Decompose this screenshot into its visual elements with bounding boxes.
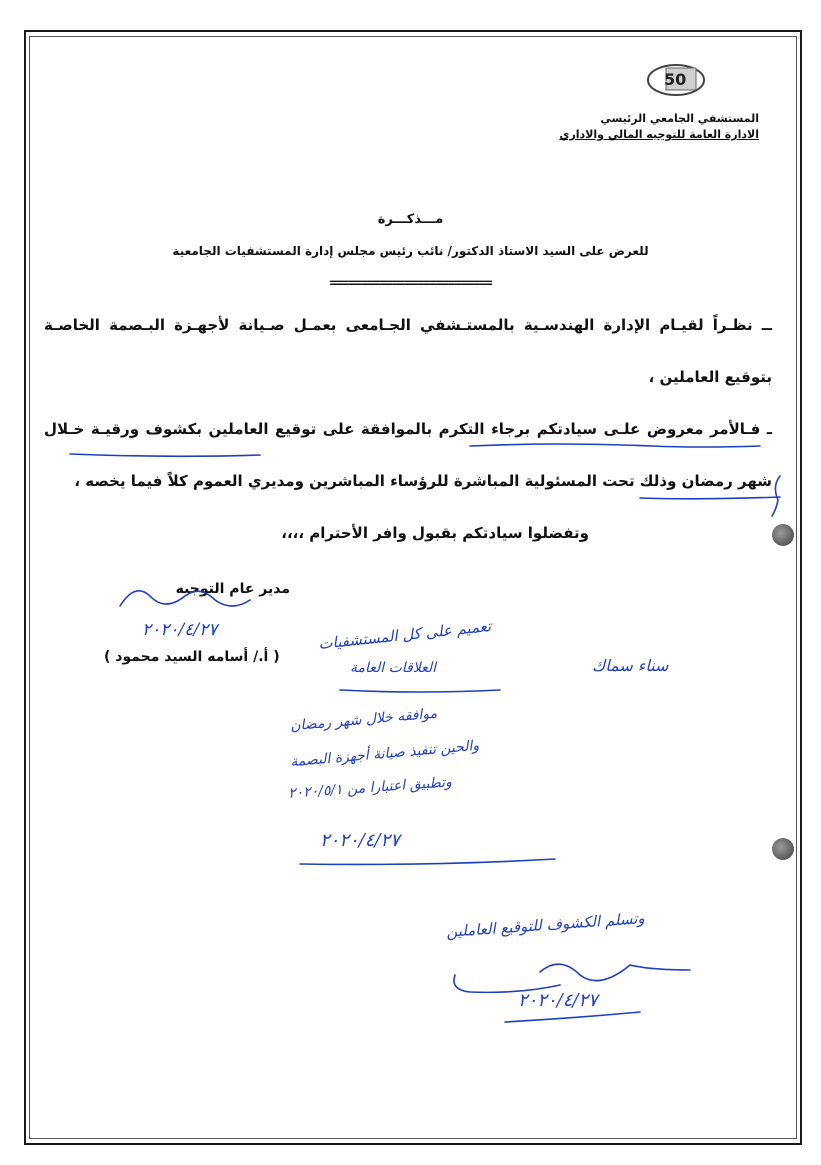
separator-line: ========================== [329,276,492,290]
memo-subtitle: للعرض على السيد الاستاذ الدكتور/ نائب رئيس مجلس إدارة المستشفيات الجامعية [172,244,649,258]
handwritten-note-2: سناء سماك [592,656,669,675]
handwritten-note-3-line-1: موافقه خلال شهر رمضان [289,705,438,735]
handwritten-note-3-line-2: والحين تنفيذ صيانة أجهزة البصمة [289,737,480,771]
signatory-title: مدير عام التوجيه [175,581,290,597]
handwritten-note-4: وتسلم الكشوف للتوقيع العاملين [445,909,646,941]
paragraph-1-line-2: بتوقيع العاملين ، [648,368,772,386]
underline-p2-right [470,444,760,447]
memo-title: مـــذكـــرة [377,212,444,227]
paragraph-2-line-1: ـ فـالأمر معروض علـى سيادتكم برجاء التكرم بالموافقة على توقيع العاملين بكشوف ورقيـة خـلال [44,420,772,438]
hospital-name: المستشفي الجامعي الرئيسي [600,112,759,125]
paragraph-1-line-1: ــ نظـراً لقيـام الإدارة الهندسـية بالمستـشفي الجـامعى بعمـل صـيانة لأجهـزة البـصمة الخاصـة [44,316,772,334]
binder-hole-top [772,524,794,546]
handwritten-date-3: ٢٠٢٠/٤/٢٧ [518,990,598,1011]
department-name: الادارة العامة للتوجيه المالي والاداري [559,128,759,141]
signatory-name: ( أ./ أسامه السيد محمود ) [104,649,280,665]
signature-scribble-1 [120,591,250,606]
underline-note1 [340,690,500,692]
signature-scribble-2 [540,964,690,980]
logo-number: 50 [664,70,687,89]
handwritten-note-1-line-1: تعميم على كل المستشفيات [317,616,492,654]
handwritten-note-3-line-3: وتطبيق اعتبارا من ٢٠٢٠/٥/١ [287,774,453,802]
underline-date3 [505,1012,640,1022]
underline-p2-line2 [640,497,780,499]
handwritten-date-1: ٢٠٢٠/٤/٢٧ [142,620,218,640]
handwritten-note-1-line-2: العلاقات العامة [350,660,437,676]
closing-line: وتفضلوا سيادتكم بقبول وافر الأحترام ،،،، [281,524,589,542]
handwritten-date-2: ٢٠٢٠/٤/٢٧ [320,830,400,851]
binder-hole-bottom [772,838,794,860]
underline-date2 [300,859,555,864]
underline-p2-left [70,454,260,456]
bracket-p2 [772,476,780,516]
paragraph-2-line-2: شهر رمضان وذلك تحت المسئولية المباشرة للرؤساء المباشرين ومديري العموم كلاً فيما يخصه ، [74,472,772,490]
